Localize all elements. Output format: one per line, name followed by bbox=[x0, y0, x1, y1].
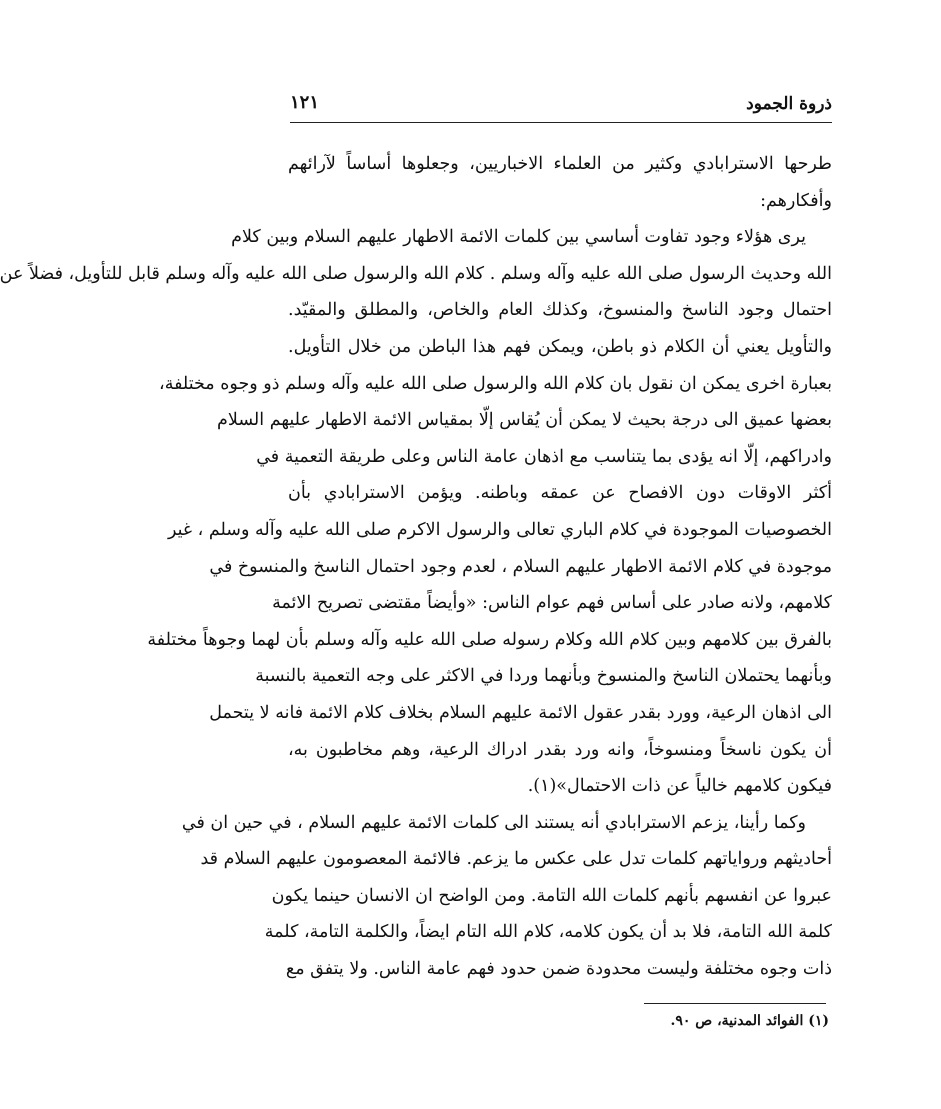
footnote: (١) الفوائد المدنية، ص ٩٠. bbox=[670, 1013, 829, 1029]
text-line: وكما رأينا، يزعم الاسترابادي أنه يستند الى كلمات الائمة عليهم السلام ، في حين ان في bbox=[181, 812, 806, 833]
body-text bbox=[0, 146, 832, 988]
text-line: بعضها عميق الى درجة بحيث لا يمكن أن يُقاس إلّا بمقياس الائمة الاطهار عليهم السلام bbox=[217, 410, 832, 431]
text-line: الى اذهان الرعية، وورد بقدر عقول الائمة عليهم السلام بخلاف كلام الائمة فانه لا يتحمل bbox=[209, 702, 832, 723]
text-line: وبأنهما يحتملان الناسخ والمنسوخ وبأنهما وردا في الاكثر على وجه التعمية بالنسبة bbox=[255, 666, 832, 687]
text-line: بالفرق بين كلامهم وبين كلام الله وكلام رسوله صلى الله عليه وآله وسلم بأن لهما وجوهاً مختلفة bbox=[147, 629, 832, 650]
text-line: ذات وجوه مختلفة وليست محدودة ضمن حدود فهم عامة الناس. ولا يتفق مع bbox=[285, 959, 832, 980]
text-line: الله وحديث الرسول صلى الله عليه وآله وسلم . كلام الله والرسول صلى الله عليه وآله وسلم قابل للتأويل، فضلاً عن bbox=[0, 263, 832, 284]
text-line: وأفكارهم: bbox=[760, 190, 832, 211]
text-line: يرى هؤلاء وجود تفاوت أساسي بين كلمات الائمة الاطهار عليهم السلام وبين كلام bbox=[231, 227, 806, 248]
text-line: بعبارة اخرى يمكن ان نقول بان كلام الله والرسول صلى الله عليه وآله وسلم ذو وجوه مختلفة، bbox=[159, 373, 832, 394]
text-line: كلامهم، ولانه صادر على أساس فهم عوام الناس: «وأيضاً مقتضى تصريح الائمة bbox=[272, 593, 832, 614]
text-line: أن يكون ناسخاً ومنسوخاً، وانه ورد بقدر ادراك الرعية، وهم مخاطبون به، bbox=[288, 739, 832, 760]
text-line: عبروا عن انفسهم بأنهم كلمات الله التامة. ومن الواضح ان الانسان حينما يكون bbox=[271, 885, 832, 906]
text-line: الخصوصيات الموجودة في كلام الباري تعالى والرسول الاكرم صلى الله عليه وآله وسلم ، غير bbox=[168, 519, 832, 540]
text-line: أكثر الاوقات دون الافصاح عن عمقه وباطنه. ويؤمن الاسترابادي بأن bbox=[288, 483, 832, 504]
text-line: فيكون كلامهم خالياً عن ذات الاحتمال»(١). bbox=[527, 776, 832, 797]
page-header bbox=[290, 88, 832, 123]
text-line: طرحها الاسترابادي وكثير من العلماء الاخباريين، وجعلوها أساساً لآرائهم bbox=[288, 154, 832, 174]
text-line: أحاديثهم ورواياتهم كلمات تدل على عكس ما يزعم. فالائمة المعصومون عليهم السلام قد bbox=[200, 849, 832, 870]
text-line: والتأويل يعني أن الكلام ذو باطن، ويمكن فهم هذا الباطن من خلال التأويل. bbox=[288, 336, 832, 357]
text-line: احتمال وجود الناسخ والمنسوخ، وكذلك العام والخاص، والمطلق والمقيّد. bbox=[288, 300, 832, 321]
page-number: ١٢١ bbox=[290, 92, 320, 113]
running-title: ذروة الجمود bbox=[746, 94, 832, 114]
footnote-separator bbox=[644, 1003, 826, 1004]
text-line: كلمة الله التامة، فلا بد أن يكون كلامه، كلام الله التام ايضاً، والكلمة التامة، كلمة bbox=[264, 922, 832, 943]
text-line: موجودة في كلام الائمة الاطهار عليهم السلام ، لعدم وجود احتمال الناسخ والمنسوخ في bbox=[209, 556, 832, 577]
text-line: وادراكهم، إلّا انه يؤدى بما يتناسب مع اذهان عامة الناس وعلى طريقة التعمية في bbox=[256, 446, 832, 467]
